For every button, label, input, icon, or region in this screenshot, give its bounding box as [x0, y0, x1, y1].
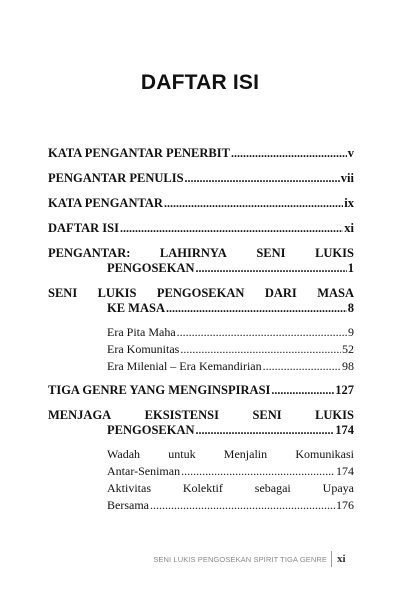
toc-entry-page: 1 [347, 261, 354, 275]
toc-entry-page: 8 [347, 301, 354, 315]
dot-leader [196, 423, 335, 438]
toc-entry [48, 221, 354, 236]
toc-entry-label: PENGOSEKAN [107, 423, 195, 437]
toc-entry-label: PENGANTAR PENULIS [48, 171, 184, 185]
toc-entry-page: xi [344, 221, 354, 235]
toc-entry-label: Era Milenial – Era Kemandirian [107, 359, 262, 373]
toc-subentry [107, 325, 354, 340]
dot-leader [164, 196, 343, 211]
toc-entry-label: KATA PENGANTAR PENERBIT [48, 146, 230, 160]
toc-entry-first-line: SENI LUKIS PENGOSEKAN DARI MASA [48, 286, 354, 300]
toc-entry-first-line: Aktivitas Kolektif sebagai Upaya [107, 481, 354, 495]
toc-subentry [48, 447, 354, 479]
toc-entry-page: 52 [342, 342, 354, 356]
toc-entry-label: PENGOSEKAN [107, 261, 195, 275]
toc-entry [48, 146, 354, 161]
toc-entry-second-line [107, 498, 354, 513]
dot-leader [231, 146, 347, 161]
dot-leader [263, 359, 341, 374]
toc-entry-second-line [107, 464, 354, 479]
dot-leader [166, 301, 347, 316]
dot-leader [120, 221, 343, 236]
toc-entry-second-line [107, 301, 354, 316]
toc-entry-first-line: PENGANTAR: LAHIRNYA SENI LUKIS [48, 246, 354, 260]
toc-entry-first-line: MENJAGA EKSISTENSI SENI LUKIS [48, 408, 354, 422]
dot-leader [180, 342, 341, 357]
toc-entry-label: Era Komunitas [107, 342, 180, 356]
toc-subentry [107, 359, 354, 374]
footer-page-number: xi [337, 553, 346, 565]
footer-book-title: SENI LUKIS PENGOSEKAN SPIRIT TIGA GENRE [153, 555, 327, 564]
toc-entry-page: ix [344, 196, 354, 210]
dot-leader [271, 383, 334, 398]
table-of-contents [48, 146, 354, 513]
toc-entry-second-line [107, 423, 354, 438]
dot-leader [185, 171, 340, 186]
toc-subentry [48, 481, 354, 513]
dot-leader [150, 498, 335, 513]
toc-entry-label: TIGA GENRE YANG MENGINSPIRASI [48, 383, 271, 397]
toc-entry-label: Era Pita Maha [107, 325, 176, 339]
toc-entry-page: 174 [335, 423, 354, 437]
toc-entry-second-line [107, 261, 354, 276]
toc-entry-label: Antar-Seniman [107, 464, 181, 478]
dot-leader [177, 325, 347, 340]
dot-leader [181, 464, 335, 479]
toc-entry-page: 174 [336, 464, 354, 478]
toc-entry-page: vii [340, 171, 354, 185]
toc-entry-page: 9 [348, 325, 354, 339]
toc-entry [48, 246, 354, 276]
page-title: DAFTAR ISI [140, 71, 260, 94]
toc-entry [48, 286, 354, 316]
dot-leader [196, 261, 347, 276]
toc-entry-page: 98 [342, 359, 354, 373]
toc-entry-page: 176 [336, 498, 354, 512]
toc-entry-label: DAFTAR ISI [48, 221, 119, 235]
toc-entry-page: v [347, 146, 354, 160]
toc-entry [48, 383, 354, 398]
toc-entry-label: Bersama [107, 498, 149, 512]
toc-entry-page: 127 [335, 383, 354, 397]
toc-entry-label: KATA PENGANTAR [48, 196, 163, 210]
footer-divider [331, 551, 332, 567]
toc-entry-first-line: Wadah untuk Menjalin Komunikasi [107, 447, 354, 461]
toc-entry [48, 408, 354, 438]
toc-entry [48, 196, 354, 211]
toc-entry [48, 171, 354, 186]
toc-entry-label: KE MASA [107, 301, 165, 315]
toc-subentry [107, 342, 354, 357]
